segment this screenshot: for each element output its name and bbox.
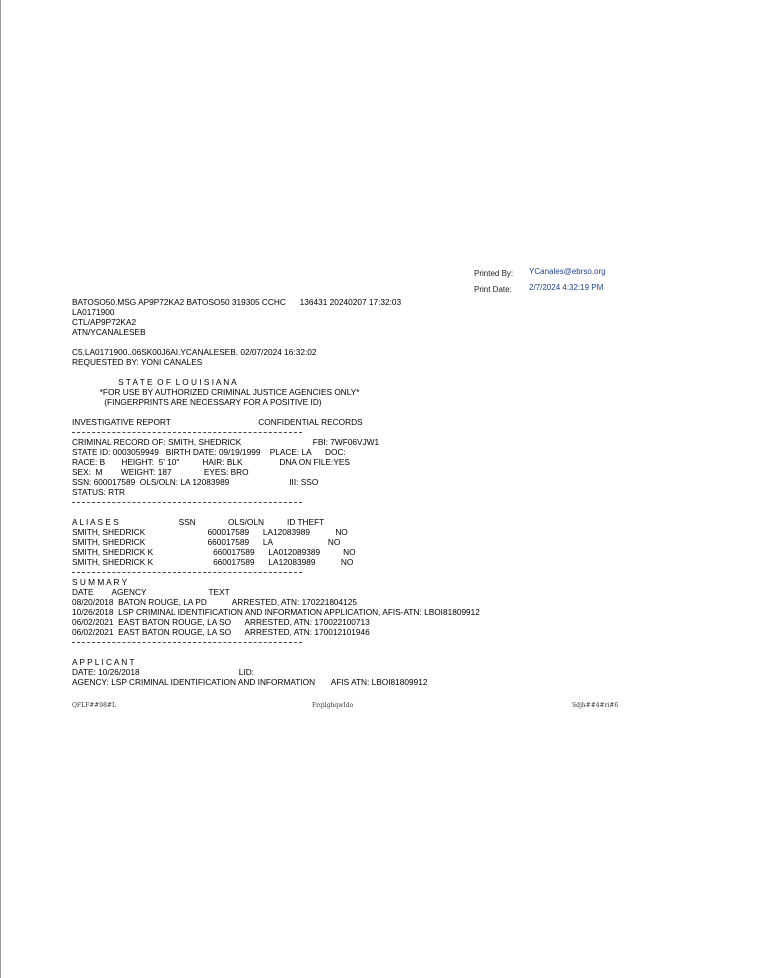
summary-row: 08/20/2018 BATON ROUGE, LA PD ARRESTED, ATN: 170221804125 xyxy=(72,597,358,607)
authorized-use-notice: *FOR USE BY AUTHORIZED CRIMINAL JUSTICE AGENCIES ONLY* xyxy=(72,387,360,397)
ori-line: LA0171900 xyxy=(72,307,115,317)
separator xyxy=(72,427,632,437)
footer-left-code: QFLF##98#L xyxy=(72,702,116,709)
status-line: STATUS: RTR xyxy=(72,487,126,497)
criminal-record-report xyxy=(72,297,632,687)
summary-columns: DATE AGENCY TEXT xyxy=(72,587,230,597)
page-left-border xyxy=(0,0,1,978)
print-date-label: Print Date: xyxy=(474,285,512,294)
message-header-line: BATOSO50.MSG AP9P72KA2 BATOSO50 319305 CCHC 136431 20240207 17:32:03 xyxy=(72,297,402,307)
separator xyxy=(72,497,632,507)
footer-center-code: FrqilghqwIdo xyxy=(312,702,354,709)
alias-row: SMITH, SHEDRICK K 660017589 LA12083989 NO xyxy=(72,557,354,567)
ssn-line: SSN: 600017589 OLS/OLN: LA 12083989 III: SSO xyxy=(72,477,319,487)
applicant-date-line: DATE: 10/26/2018 LID: xyxy=(72,667,254,677)
request-id-line: C5.LA0171900..06SK00J6AI.YCANALESEB. 02/07/2024 16:32:02 xyxy=(72,347,317,357)
state-title: S T A T E O F L O U I S I A N A xyxy=(72,377,237,387)
atn-line: ATN/YCANALESEB xyxy=(72,327,146,337)
separator xyxy=(72,637,632,647)
alias-row: SMITH, SHEDRICK 660017589 LA NO xyxy=(72,537,341,547)
ctl-line: CTL/AP9P72KA2 xyxy=(72,317,137,327)
summary-row: 10/26/2018 LSP CRIMINAL IDENTIFICATION AND INFORMATION APPLICATION, AFIS-ATN: LBOI81809912 xyxy=(72,607,480,617)
aliases-header: A L I A S E S SSN OLS/OLN ID THEFT xyxy=(72,517,325,527)
printed-by-value: YCanales@ebrso.org xyxy=(529,267,606,276)
report-type-line: INVESTIGATIVE REPORT CONFIDENTIAL RECORDS xyxy=(72,417,363,427)
applicant-header: A P P L I C A N T xyxy=(72,657,135,667)
sex-weight-line: SEX: M WEIGHT: 187 EYES: BRO xyxy=(72,467,249,477)
printed-by-label: Printed By: xyxy=(474,269,514,278)
summary-row: 06/02/2021 EAST BATON ROUGE, LA SO ARRESTED, ATN: 170012101946 xyxy=(72,627,370,637)
applicant-agency-line: AGENCY: LSP CRIMINAL IDENTIFICATION AND INFORMATION AFIS ATN: LBOI81809912 xyxy=(72,677,428,687)
requested-by-line: REQUESTED BY: YONI CANALES xyxy=(72,357,203,367)
race-height-line: RACE: B HEIGHT: 5' 10" HAIR: BLK DNA ON FILE:YES xyxy=(72,457,350,467)
separator xyxy=(72,567,632,577)
footer-page-code: Sdjh##4#ri#6 xyxy=(572,702,619,709)
alias-row: SMITH, SHEDRICK K 660017589 LA012089389 NO xyxy=(72,547,356,557)
record-of-line: CRIMINAL RECORD OF: SMITH, SHEDRICK FBI: 7WF06VJW1 xyxy=(72,437,380,447)
alias-row: SMITH, SHEDRICK 600017589 LA12083989 NO xyxy=(72,527,348,537)
summary-row: 06/02/2021 EAST BATON ROUGE, LA SO ARRESTED, ATN: 170022100713 xyxy=(72,617,370,627)
state-id-line: STATE ID: 0003059949 BIRTH DATE: 09/19/1999 PLACE: LA DOC: xyxy=(72,447,346,457)
summary-header: S U M M A R Y xyxy=(72,577,128,587)
fingerprint-notice: (FINGERPRINTS ARE NECESSARY FOR A POSITIVE ID) xyxy=(72,397,322,407)
print-date-value: 2/7/2024 4:32:19 PM xyxy=(529,283,604,292)
